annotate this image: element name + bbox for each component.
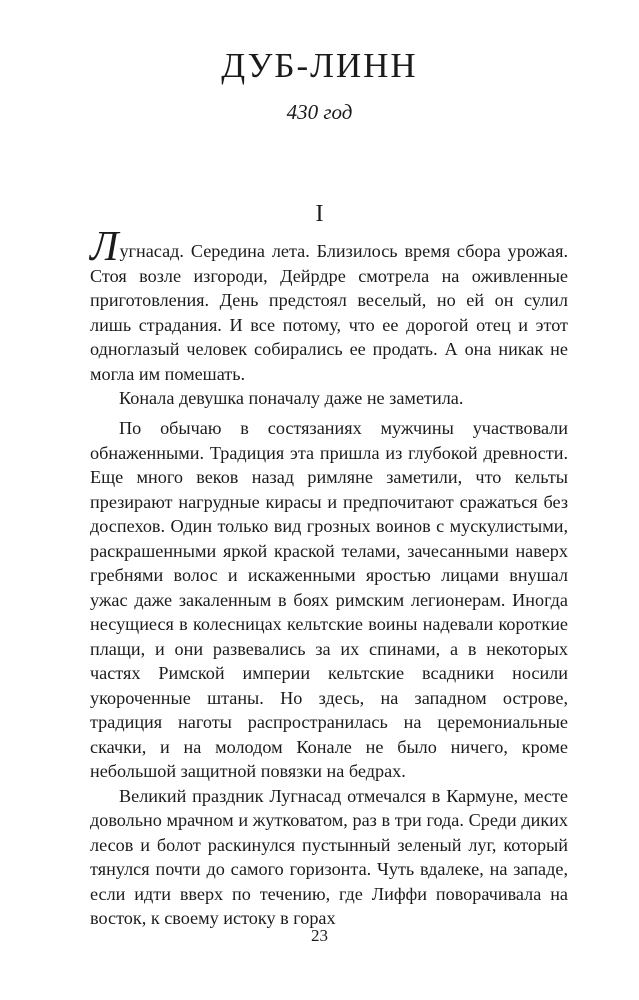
chapter-title: ДУБ-ЛИНН <box>221 46 418 85</box>
paragraph: Конала девушка поначалу даже не заметила. <box>119 388 464 408</box>
chapter-year: 430 год <box>286 100 353 124</box>
page-number: 23 <box>311 926 328 945</box>
drop-cap: Л <box>90 224 119 270</box>
section-number: I <box>315 201 324 227</box>
text-block-section-2 <box>90 416 568 931</box>
text-block-section-1 <box>90 224 568 411</box>
paragraph: Великий праздник Лугнасад отмечался в Кармуне, месте довольно мрачном и жутковатом, раз в три года. Среди диких лесов и болот раскинулся пустынный зеленый луг, который тянулся почти до самого горизонта. Чуть вдалеке, на западе, если идти вверх по течению, где Лиффи поворачивала на восток, к своему истоку в горах <box>90 785 568 928</box>
paragraph-text: угнасад. Середина лета. Близилось время сбора урожая. Стоя возле изгороди, Дейрдре смотрела на оживленные приготовления. День предстоял веселый, но ей он сулил лишь страдания. И все потому, что ее дорогой отец и этот одноглазый человек собирались ее продать. А она никак не могла им помешать. <box>90 241 568 384</box>
paragraph: По обычаю в состязаниях мужчины участвовали обнаженными. Традиция эта пришла из глубокой древности. Еще много веков назад римляне заметили, что кельты презирают нагрудные кирасы и предпочитают сражаться без доспехов. Один только вид грозных воинов с мускулистыми, раскрашенными яркой краской телами, зачесанными наверх гребнями волос и искаженными яростью лицами внушал ужас даже закаленным в боях римским легионерам. Иногда несущиеся в колесницах кельтские воины надевали короткие плащи, и они развевались за их спинами, а в некоторых частях Римской империи кельтские всадники носили укороченные штаны. Но здесь, на западном острове, традиция наготы распространилась на церемониальные скачки, и на молодом Конале не было ничего, кроме небольшой защитной повязки на бедрах. <box>90 418 568 781</box>
paragraph-opening <box>90 224 568 386</box>
